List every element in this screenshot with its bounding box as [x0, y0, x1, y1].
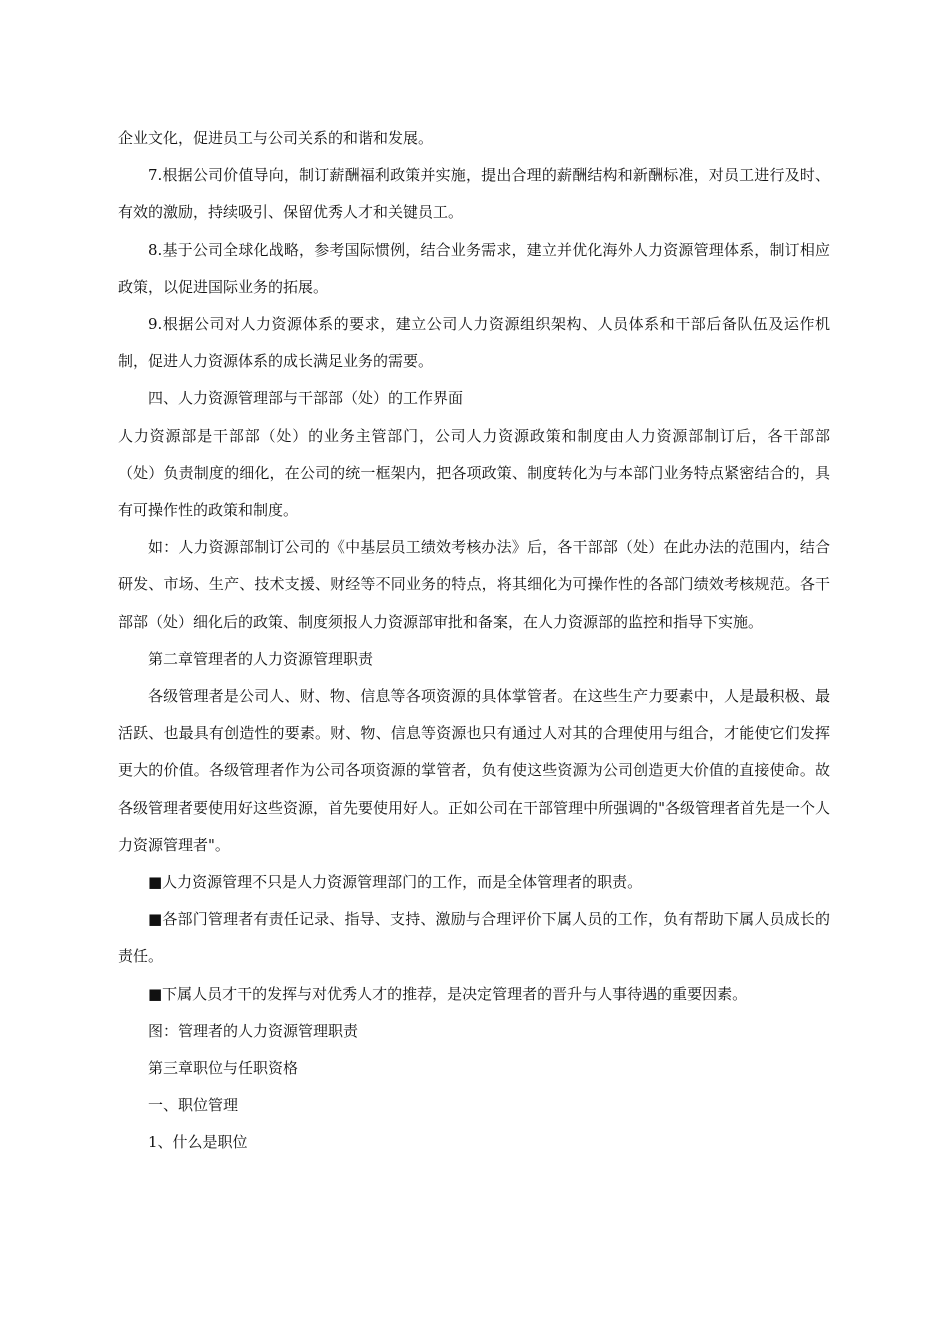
paragraph-managers: 各级管理者是公司人、财、物、信息等各项资源的具体掌管者。在这些生产力要素中，人是最积极、最活跃、也最具有创造性的要素。财、物、信息等资源也只有通过人对其的合理使用与组合，才能使它们发挥更大的价值。各级管理者作为公司各项资源的掌管者，负有使这些资源为公司创造更大价值的直接使命。故各级管理者要使用好这些资源，首先要使用好人。正如公司在干部管理中所强调的"各级管理者首先是一个人力资源管理者"。 — [118, 687, 830, 854]
chapter-heading-2: 第二章管理者的人力资源管理职责 — [148, 649, 374, 668]
section-heading-interface: 四、人力资源管理部与干部部（处）的工作界面 — [148, 389, 464, 408]
section-heading-position: 一、职位管理 — [148, 1096, 239, 1115]
bullet-item-2: ■各部门管理者有责任记录、指导、支持、激励与合理评价下属人员的工作，负有帮助下属人员成长的责任。 — [118, 910, 830, 966]
paragraph-example: 如：人力资源部制订公司的《中基层员工绩效考核办法》后，各干部部（处）在此办法的范围内，结合研发、市场、生产、技术支援、财经等不同业务的特点，将其细化为可操作性的各部门绩效考核规范。各干部部（处）细化后的政策、制度须报人力资源部审批和备案，在人力资源部的监控和指导下实施。 — [118, 538, 830, 631]
paragraph-item-9: 9.根据公司对人力资源体系的要求，建立公司人力资源组织架构、人员体系和干部后备队伍及运作机制，促进人力资源体系的成长满足业务的需要。 — [118, 315, 830, 371]
subsection-heading-what-is-position: 1、什么是职位 — [148, 1133, 248, 1152]
bullet-item-1: ■人力资源管理不只是人力资源管理部门的工作，而是全体管理者的职责。 — [148, 873, 643, 892]
paragraph-culture: 企业文化，促进员工与公司关系的和谐和发展。 — [118, 129, 434, 147]
paragraph-item-7: 7.根据公司价值导向，制订薪酬福利政策并实施，提出合理的薪酬结构和新酬标准，对员工进行及时、有效的激励，持续吸引、保留优秀人才和关键员工。 — [118, 166, 830, 222]
document-page — [118, 120, 830, 1162]
paragraph-item-8: 8.基于公司全球化战略，参考国际惯例，结合业务需求，建立并优化海外人力资源管理体系，制订相应政策，以促进国际业务的拓展。 — [118, 240, 830, 296]
figure-caption: 图：管理者的人力资源管理职责 — [148, 1021, 359, 1040]
bullet-item-3: ■下属人员才干的发挥与对优秀人才的推荐，是决定管理者的晋升与人事待遇的重要因素。 — [148, 984, 748, 1003]
paragraph-hr-department: 人力资源部是干部部（处）的业务主管部门，公司人力资源政策和制度由人力资源部制订后，各干部部（处）负责制度的细化，在公司的统一框架内，把各项政策、制度转化为与本部门业务特点紧密结合的，具有可操作性的政策和制度。 — [118, 426, 830, 520]
chapter-heading-3: 第三章职位与任职资格 — [148, 1059, 299, 1078]
